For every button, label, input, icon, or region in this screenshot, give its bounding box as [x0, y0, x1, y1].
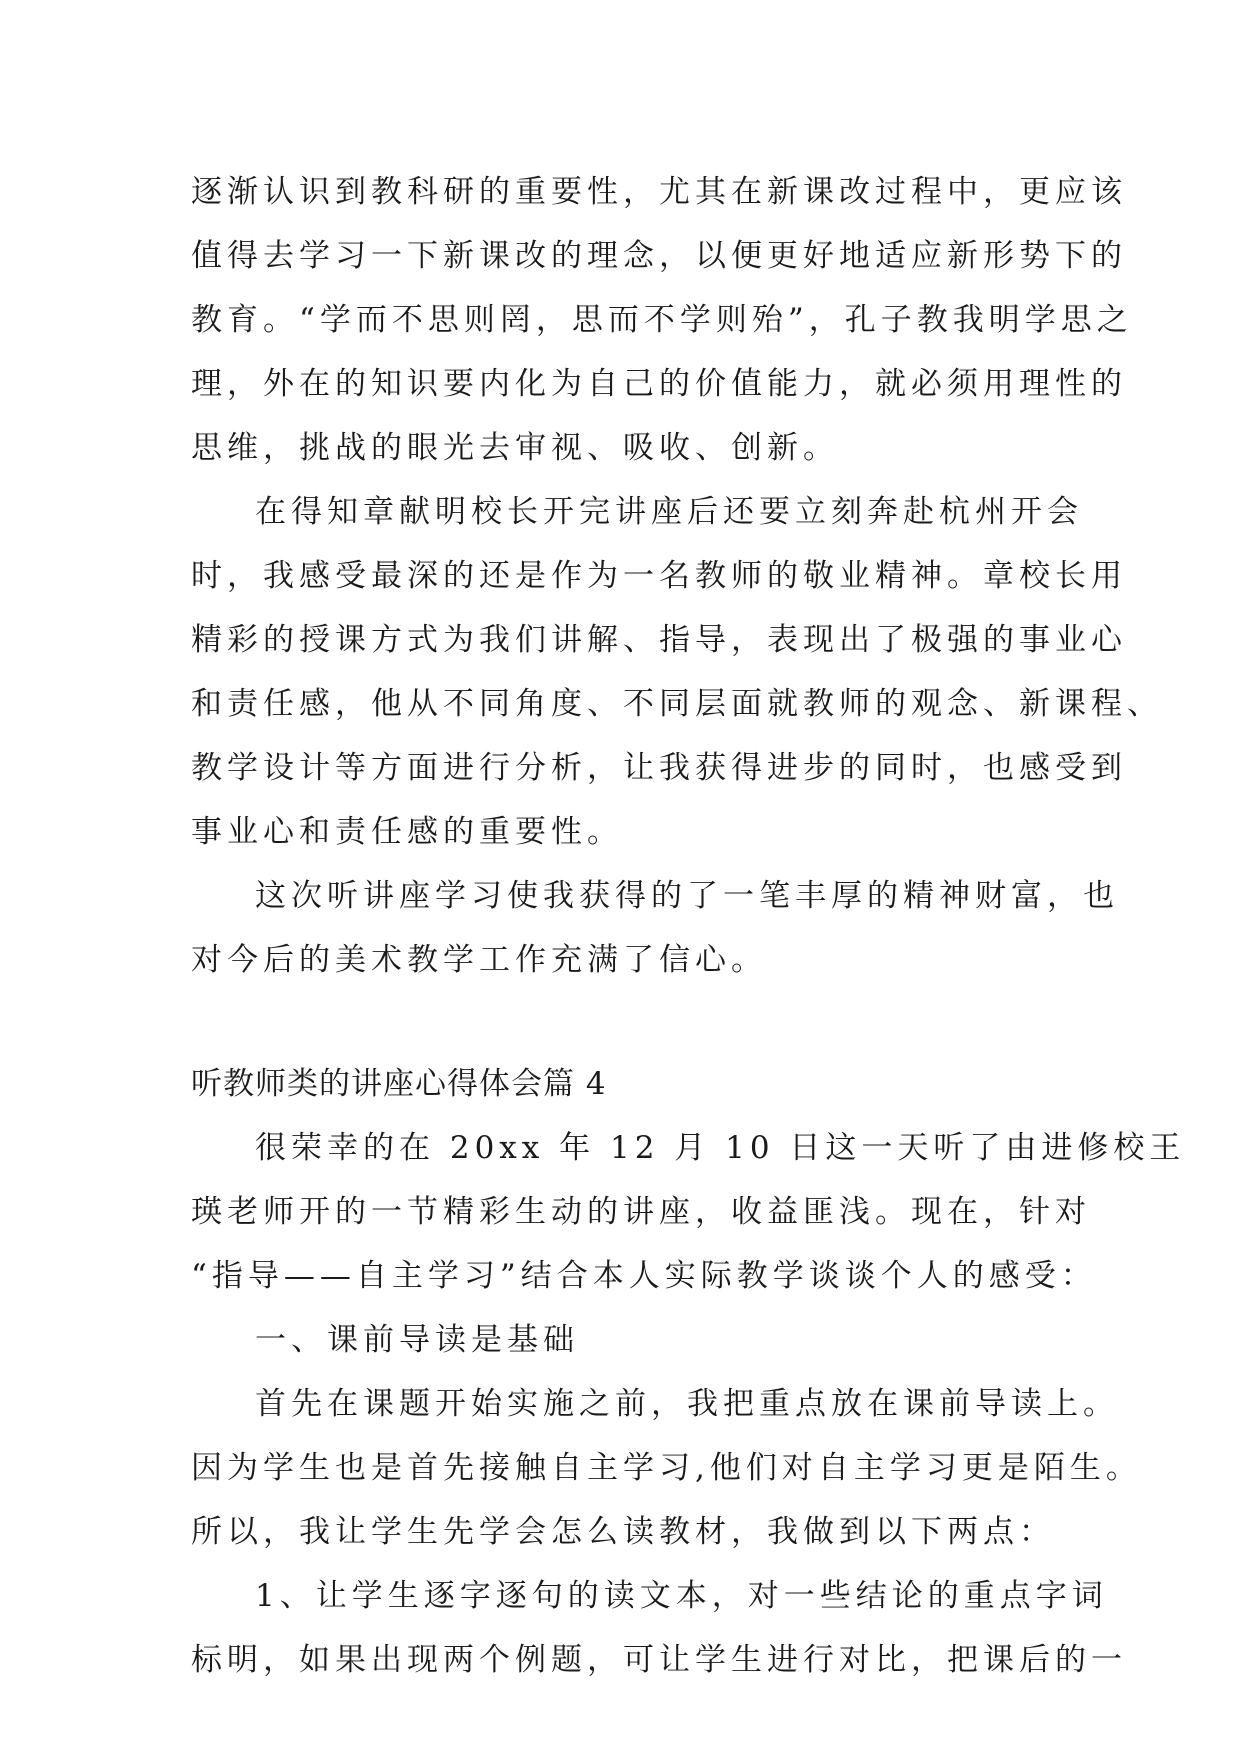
- text-line: 和责任感，他从不同角度、不同层面就教师的观念、新课程、: [191, 686, 1163, 722]
- text-line: 理，外在的知识要内化为自己的价值能力，就必须用理性的: [191, 366, 1127, 402]
- document-body: [191, 160, 1186, 1692]
- text-line: 在得知章献明校长开完讲座后还要立刻奔赴杭州开会: [255, 494, 1083, 530]
- section-heading: 听教师类的讲座心得体会篇 4: [191, 1066, 607, 1102]
- text-line: 很荣幸的在 20xx 年 12 月 10 日这一天听了由进修校王: [255, 1130, 1186, 1166]
- text-line: “指导——自主学习”结合本人实际教学谈谈个人的感受：: [191, 1258, 1097, 1294]
- paragraph: [191, 160, 1133, 480]
- text-line: 教学设计等方面进行分析，让我获得进步的同时，也感受到: [191, 750, 1127, 786]
- text-line: 瑛老师开的一节精彩生动的讲座，收益匪浅。现在，针对: [191, 1194, 1091, 1230]
- text-line: 思维，挑战的眼光去审视、吸收、创新。: [191, 430, 839, 466]
- text-line: 所以，我让学生先学会怎么读教材，我做到以下两点：: [191, 1514, 1055, 1550]
- text-line: 逐渐认识到教科研的重要性，尤其在新课改过程中，更应该: [191, 174, 1127, 210]
- text-line: 值得去学习一下新课改的理念，以便更好地适应新形势下的: [191, 238, 1127, 274]
- paragraph: [191, 1372, 1142, 1564]
- paragraph: [191, 480, 1163, 864]
- text-line: 事业心和责任感的重要性。: [191, 814, 623, 850]
- text-line: 这次听讲座学习使我获得的了一笔丰厚的精神财富，也: [255, 878, 1119, 914]
- text-line: 1、让学生逐字逐句的读文本，对一些结论的重点字词: [255, 1578, 1108, 1614]
- text-line: 标明，如果出现两个例题，可让学生进行对比，把课后的一: [191, 1642, 1127, 1678]
- paragraph: [191, 1564, 1127, 1692]
- text-line: 因为学生也是首先接触自主学习,他们对自主学习更是陌生。: [191, 1450, 1142, 1486]
- paragraph: [191, 864, 1119, 992]
- subheading: 一、课前导读是基础: [255, 1322, 579, 1358]
- text-line: 首先在课题开始实施之前，我把重点放在课前导读上。: [255, 1386, 1119, 1422]
- text-line: 对今后的美术教学工作充满了信心。: [191, 942, 767, 978]
- section-spacer: [191, 992, 1071, 1052]
- text-line: 精彩的授课方式为我们讲解、指导，表现出了极强的事业心: [191, 622, 1127, 658]
- text-line: 时，我感受最深的还是作为一名教师的敬业精神。章校长用: [191, 558, 1127, 594]
- text-line: 教育。“学而不思则罔，思而不学则殆”，孔子教我明学思之: [191, 302, 1133, 338]
- paragraph: [191, 1116, 1186, 1308]
